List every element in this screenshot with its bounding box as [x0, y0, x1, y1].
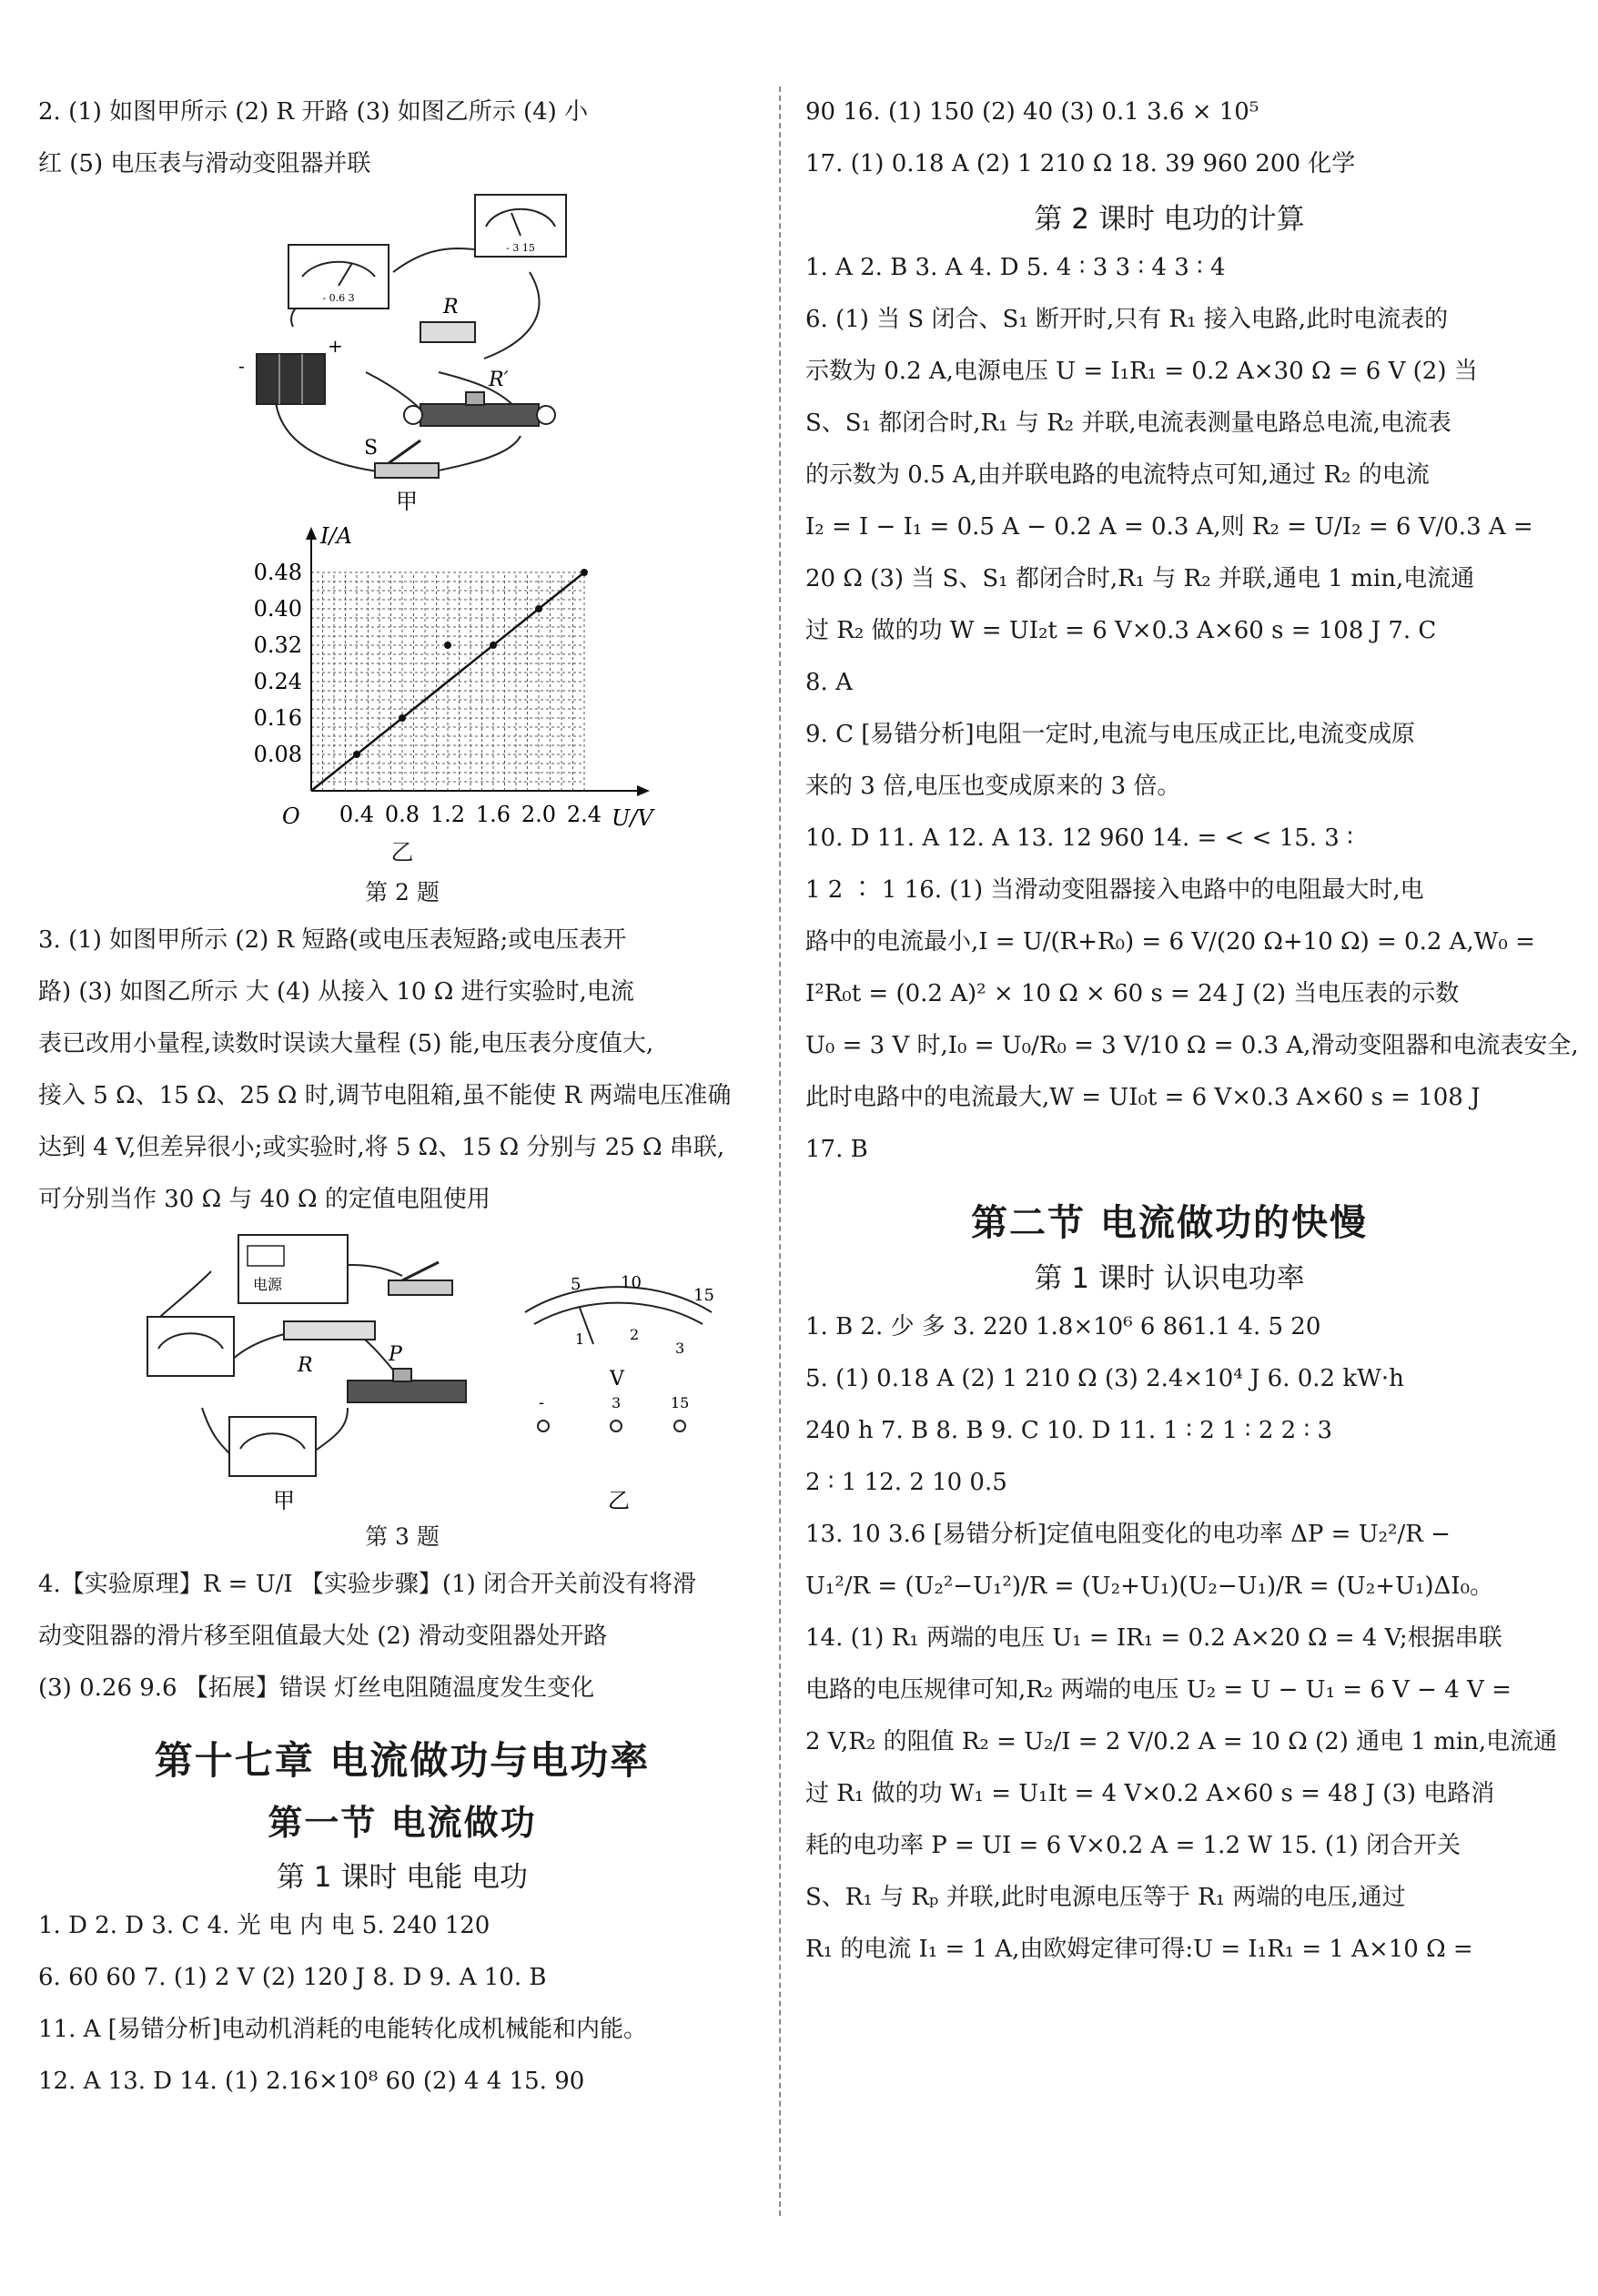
resistance-box	[284, 1321, 375, 1377]
x-tick-label: 1.6	[475, 802, 511, 827]
battery-minus-label: -	[238, 355, 245, 377]
rheostat	[404, 369, 555, 426]
data-point	[444, 642, 451, 649]
q3-line: 接入 5 Ω、15 Ω、25 Ω 时,调节电阻箱,虽不能使 R 两端电压准确	[38, 1082, 732, 1109]
voltmeter-scale-label: - 3 15	[506, 242, 535, 254]
answer-line: 13. 10 3.6 [易错分析]定值电阻变化的电功率 ΔP = U₂²/R −	[805, 1521, 1451, 1548]
answer-line: 示数为 0.2 A,电源电压 U = I₁R₁ = 0.2 A×30 Ω = 6 V (2) 当	[805, 358, 1478, 385]
answer-line: 1. A 2. B 3. A 4. D 5. 4 ∶ 3 3 ∶ 4 3 ∶ 4	[805, 254, 1226, 281]
data-point	[490, 642, 497, 649]
data-point	[353, 751, 360, 758]
answer-line: 14. (1) R₁ 两端的电压 U₁ = IR₁ = 0.2 A×20 Ω = 4 V;根据串联	[805, 1624, 1502, 1652]
fig3-yi-label: 乙	[608, 1488, 630, 1513]
answer-line: 5. (1) 0.18 A (2) 1 210 Ω (3) 2.4×10⁴ J 6. 0.2 kW·h	[805, 1365, 1404, 1392]
left-column	[38, 86, 766, 2108]
answer-line: 1. D 2. D 3. C 4. 光 电 内 电 5. 240 120	[38, 1912, 491, 1939]
answer-line: 耗的电功率 P = UI = 6 V×0.2 A = 1.2 W 15. (1) 闭合开关	[805, 1832, 1461, 1859]
answer-line: S、S₁ 都闭合时,R₁ 与 R₂ 并联,电流表测量电路总电流,电流表	[805, 410, 1451, 437]
data-point	[581, 569, 588, 576]
ammeter-scale-label: - 0.6 3	[322, 292, 355, 304]
answer-line: 路中的电流最小,I = U/(R+R₀) = 6 V/(20 Ω+10 Ω) = 0.2 A,W₀ =	[805, 928, 1535, 956]
fig3-caption: 第 3 题	[365, 1523, 440, 1550]
chapter-title: 第十七章 电流做功与电功率	[154, 1738, 651, 1783]
y-tick-label: 0.32	[253, 632, 302, 658]
voltmeter	[229, 1417, 316, 1476]
answer-line: 的示数为 0.5 A,由并联电路的电流特点可知,通过 R₂ 的电流	[805, 461, 1430, 489]
fig3-diagram	[75, 1226, 730, 1517]
battery-plus-label: +	[328, 335, 343, 357]
switch	[389, 1262, 452, 1295]
answer-line: 90 16. (1) 150 (2) 40 (3) 0.1 3.6 × 10⁵	[805, 98, 1259, 126]
y-tick-label: 0.40	[253, 596, 302, 622]
fig2-jia-label: 甲	[396, 489, 418, 514]
terminal-15-label: 15	[671, 1394, 690, 1411]
origin-label: O	[282, 804, 300, 829]
ammeter	[147, 1317, 234, 1376]
answer-line: 6. (1) 当 S 闭合、S₁ 断开时,只有 R₁ 接入电路,此时电流表的	[805, 306, 1449, 333]
answer-line: 过 R₁ 做的功 W₁ = U₁It = 4 V×0.2 A×60 s = 48 J (3) 电路消	[805, 1780, 1495, 1807]
ammeter	[288, 245, 389, 308]
lesson-title: 第 1 课时 电能 电功	[276, 1861, 529, 1894]
voltmeter-dial	[525, 1273, 714, 1431]
q3-line: 表已改用小量程,读数时误读大量程 (5) 能,电压表分度值大,	[38, 1030, 654, 1057]
answer-line: 10. D 11. A 12. A 13. 12 960 14. = < < 15. 3 ∶	[805, 824, 1353, 852]
x-tick-label: 1.2	[430, 802, 466, 827]
switch-label: S	[364, 437, 379, 460]
iu-graph	[129, 518, 675, 845]
x-tick-label: 0.4	[339, 802, 375, 827]
answer-line: 11. A [易错分析]电动机消耗的电能转化成机械能和内能。	[38, 2016, 647, 2043]
q3-line: 可分别当作 30 Ω 与 40 Ω 的定值电阻使用	[38, 1186, 491, 1213]
y-tick-label: 0.48	[253, 560, 302, 585]
y-tick-label: 0.16	[253, 705, 302, 731]
right-column	[805, 86, 1579, 1976]
section-title: 第一节 电流做功	[268, 1803, 537, 1843]
q3-line: 3. (1) 如图甲所示 (2) R 短路(或电压表短路;或电压表开	[38, 926, 627, 954]
q2-line-2: 红 (5) 电压表与滑动变阻器并联	[38, 150, 371, 177]
rheostat-label: R′	[489, 369, 509, 391]
answer-line: I²R₀t = (0.2 A)² × 10 Ω × 60 s = 24 J (2) 当电压表的示数	[805, 980, 1460, 1007]
answer-line: 此时电路中的电流最大,W = UI₀t = 6 V×0.3 A×60 s = 108 J	[805, 1084, 1481, 1111]
y-tick-labels	[254, 560, 302, 767]
answer-line: 2 ∶ 1 12. 2 10 0.5	[805, 1469, 1007, 1496]
dial-label-10: 10	[621, 1273, 642, 1292]
answer-line: 240 h 7. B 8. B 9. C 10. D 11. 1 ∶ 2 1 ∶ 2 2 ∶ 3	[805, 1417, 1333, 1444]
dial-label-3: 3	[675, 1340, 685, 1357]
answer-line: 来的 3 倍,电压也变成原来的 3 倍。	[805, 773, 1181, 800]
q4-line: 4.【实验原理】R = U/I 【实验步骤】(1) 闭合开关前没有将滑	[38, 1571, 696, 1598]
wire	[484, 272, 539, 359]
battery	[238, 335, 343, 404]
x-tick-label: 2.0	[521, 802, 557, 827]
slider-p-label: P	[389, 1343, 402, 1366]
y-axis-label: I/A	[320, 523, 352, 549]
q4-line: 动变阻器的滑片移至阻值最大处 (2) 滑动变阻器处开路	[38, 1623, 608, 1650]
answer-line: R₁ 的电流 I₁ = 1 A,由欧姆定律可得:U = I₁R₁ = 1 A×10 Ω =	[805, 1936, 1473, 1963]
resistance-label: R	[298, 1354, 313, 1377]
power-supply-label: 电源	[253, 1276, 283, 1293]
y-tick-label: 0.08	[253, 742, 302, 767]
answer-line: 8. A	[805, 669, 853, 696]
answer-line: 17. B	[805, 1136, 868, 1163]
answer-line: 12. A 13. D 14. (1) 2.16×10⁸ 60 (2) 4 4 15. 90	[38, 2068, 585, 2095]
resistor-r-label: R	[443, 296, 459, 319]
x-tick-labels	[339, 802, 602, 827]
x-axis-arrow	[637, 785, 650, 796]
wire	[430, 436, 521, 472]
answer-line: 20 Ω (3) 当 S、S₁ 都闭合时,R₁ 与 R₂ 并联,通电 1 min,电流通	[805, 565, 1475, 592]
answer-line: I₂ = I − I₁ = 0.5 A − 0.2 A = 0.3 A,则 R₂ = U/I₂ = 6 V/0.3 A =	[805, 513, 1533, 541]
answer-line: 过 R₂ 做的功 W = UI₂t = 6 V×0.3 A×60 s = 108 J 7. C	[805, 617, 1437, 644]
data-point	[399, 714, 406, 722]
y-axis-arrow	[306, 527, 317, 540]
dial-label-5: 5	[571, 1275, 582, 1294]
x-tick-label: 0.8	[384, 802, 420, 827]
q2-line-1: 2. (1) 如图甲所示 (2) R 开路 (3) 如图乙所示 (4) 小	[38, 98, 589, 126]
dial-label-v: V	[610, 1368, 624, 1391]
answer-line: S、R₁ 与 Rₚ 并联,此时电源电压等于 R₁ 两端的电压,通过	[805, 1884, 1406, 1911]
terminal-3-label: 3	[612, 1394, 622, 1411]
q3-line: 达到 4 V,但差异很小;或实验时,将 5 Ω、15 Ω 分别与 25 Ω 串联,	[38, 1134, 725, 1161]
dial-label-2: 2	[630, 1326, 640, 1343]
terminal-minus-label: -	[539, 1393, 545, 1412]
lesson-title: 第 2 课时 电功的计算	[1034, 203, 1305, 236]
answer-line: 17. (1) 0.18 A (2) 1 210 Ω 18. 39 960 200 化学	[805, 150, 1356, 177]
rheostat	[348, 1343, 466, 1402]
y-tick-label: 0.24	[253, 669, 302, 694]
dial-label-1: 1	[575, 1330, 585, 1348]
answer-line: U₀ = 3 V 时,I₀ = U₀/R₀ = 3 V/10 Ω = 0.3 A,滑动变阻器和电流表安全,	[805, 1032, 1579, 1059]
answer-line: 1. B 2. 少 多 3. 220 1.8×10⁶ 6 861.1 4. 5 20	[805, 1313, 1321, 1340]
graph-sub-label: 乙	[390, 839, 414, 865]
wire	[202, 1408, 229, 1453]
data-point	[535, 605, 542, 612]
x-tick-label: 2.4	[566, 802, 602, 827]
voltmeter	[475, 195, 566, 257]
x-axis-label: U/V	[612, 805, 653, 831]
resistor-r	[420, 296, 475, 342]
q4-line: (3) 0.26 9.6 【拓展】错误 灯丝电阻随温度发生变化	[38, 1674, 595, 1702]
answer-line: 1 2 ∶ 1 16. (1) 当滑动变阻器接入电路中的电阻最大时,电	[805, 876, 1424, 904]
dial-label-15: 15	[693, 1286, 714, 1305]
q3-line: 路) (3) 如图乙所示 大 (4) 从接入 10 Ω 进行实验时,电流	[38, 978, 634, 1006]
answer-line: 9. C [易错分析]电阻一定时,电流与电压成正比,电流变成原	[805, 721, 1416, 748]
fig2-caption: 第 2 题	[365, 879, 440, 905]
fig3-jia-label: 甲	[273, 1488, 295, 1513]
lesson-title: 第 1 课时 认识电功率	[1034, 1262, 1305, 1295]
answer-line: 2 V,R₂ 的阻值 R₂ = U₂/I = 2 V/0.2 A = 10 Ω (2) 通电 1 min,电流通	[805, 1728, 1558, 1755]
section-title: 第二节 电流做功的快慢	[971, 1202, 1368, 1244]
fig2-circuit-diagram	[202, 190, 602, 518]
power-supply	[238, 1235, 348, 1303]
answer-line: U₁²/R = (U₂²−U₁²)/R = (U₂+U₁)(U₂−U₁)/R = (U₂+U₁)ΔI₀。	[805, 1573, 1493, 1600]
column-divider	[779, 86, 781, 2216]
answer-line: 电路的电压规律可知,R₂ 两端的电压 U₂ = U − U₁ = 6 V − 4 V =	[805, 1676, 1512, 1704]
answer-line: 6. 60 60 7. (1) 2 V (2) 120 J 8. D 9. A 10. B	[38, 1964, 547, 1991]
switch	[364, 437, 439, 478]
